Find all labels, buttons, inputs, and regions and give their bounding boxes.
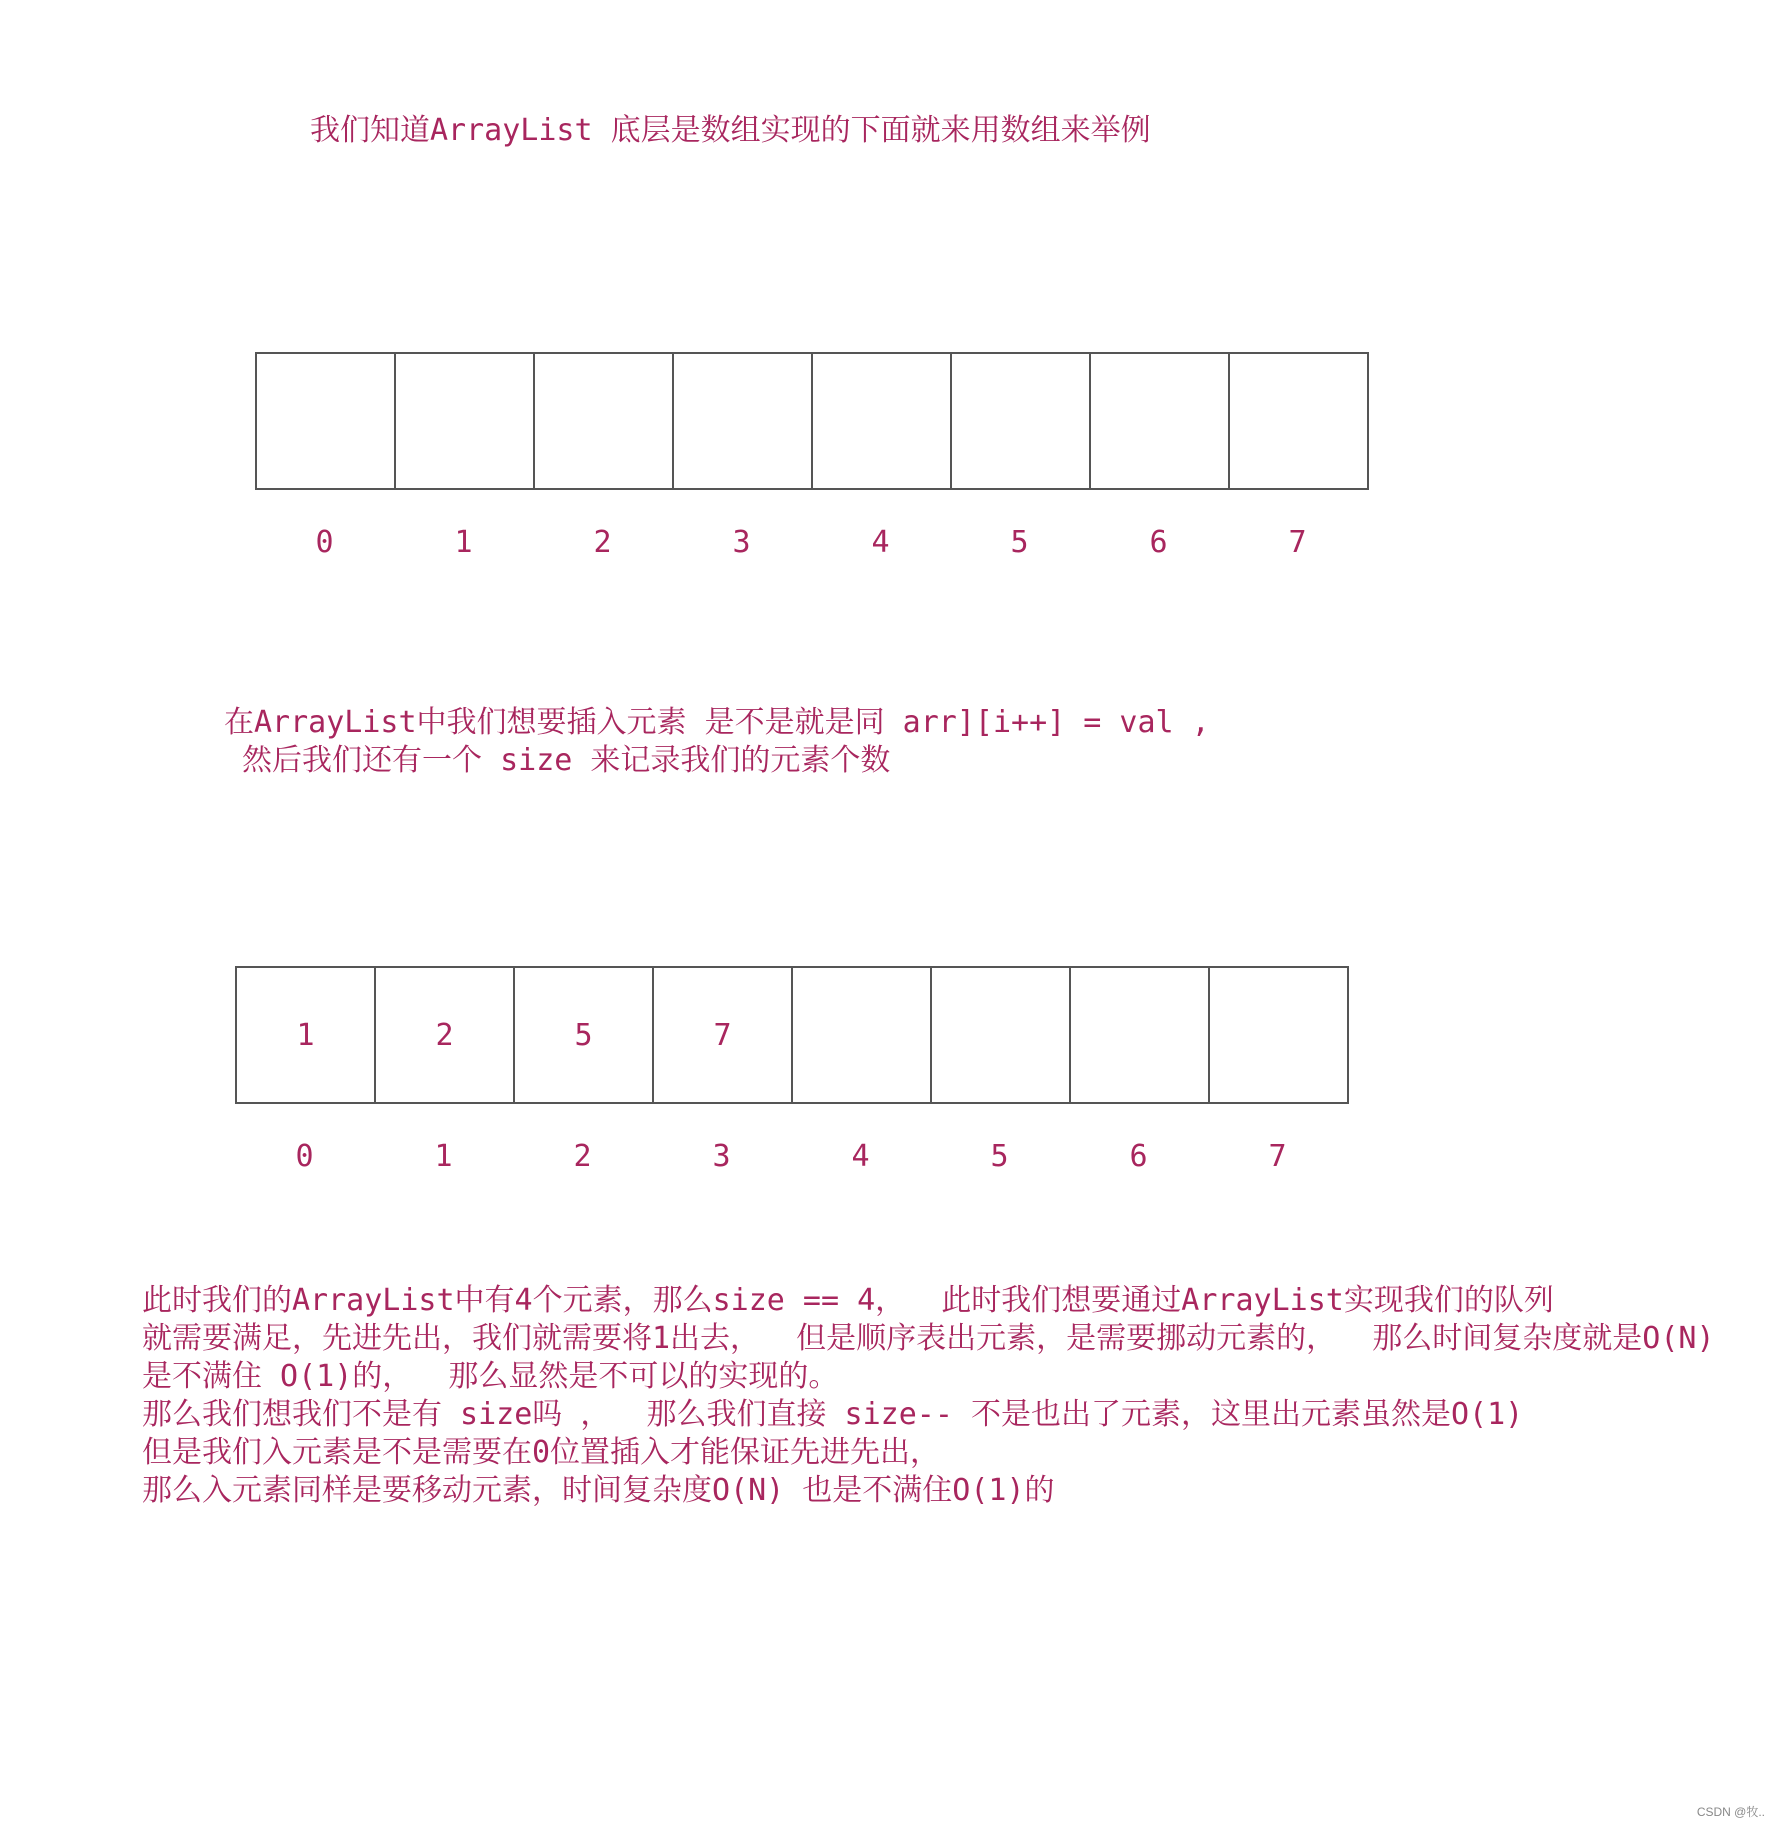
array-cell [1069,966,1210,1104]
array-indices-empty [255,525,1367,560]
array-cell: 1 [235,966,376,1104]
array-index: 4 [851,1139,870,1174]
array-index: 7 [1268,1139,1287,1174]
array-diagram-filled [235,966,1349,1104]
explanation-line: 是不满住 O(1)的， 那么显然是不可以的实现的。 [142,1359,839,1394]
watermark-text: CSDN @牧.. [1696,1805,1765,1819]
insert-description-line1: 在ArrayList中我们想要插入元素 是不是就是同 arr][i++] = val , [224,705,1210,740]
array-index: 7 [1288,525,1307,560]
array-cell [533,352,674,490]
explanation-block [142,1282,1715,1510]
insert-description-line2: 然后我们还有一个 size 来记录我们的元素个数 [224,743,891,778]
array-cell [394,352,535,490]
array-cell [672,352,813,490]
explanation-line: 但是我们入元素是不是需要在0位置插入才能保证先进先出， [142,1435,941,1470]
array-index: 0 [295,1139,314,1174]
array-index: 2 [573,1139,592,1174]
array-index: 6 [1129,1139,1148,1174]
array-cell: 7 [652,966,793,1104]
array-index: 5 [1010,525,1029,560]
array-index: 6 [1149,525,1168,560]
array-cell: 2 [374,966,515,1104]
array-cell [791,966,932,1104]
array-index: 5 [990,1139,1009,1174]
explanation-line: 此时我们的ArrayList中有4个元素，那么size == 4， 此时我们想要通过ArrayList实现我们的队列 [142,1283,1554,1318]
array-index: 3 [732,525,751,560]
array-index: 3 [712,1139,731,1174]
array-diagram-empty [255,352,1369,490]
explanation-line: 那么我们想我们不是有 size吗 ， 那么我们直接 size-- 不是也出了元素，这里出元素虽然是O(1) [142,1397,1524,1432]
array-cell: 5 [513,966,654,1104]
array-cell [811,352,952,490]
title-text: 我们知道ArrayList 底层是数组实现的下面就来用数组来举例 [310,113,1151,148]
array-cell [1089,352,1230,490]
array-index: 1 [454,525,473,560]
array-cell [1228,352,1369,490]
array-indices-filled [235,1139,1347,1174]
array-index: 4 [871,525,890,560]
array-cell [930,966,1071,1104]
array-index: 0 [315,525,334,560]
array-index: 2 [593,525,612,560]
array-cell [1208,966,1349,1104]
explanation-line: 就需要满足，先进先出，我们就需要将1出去， 但是顺序表出元素，是需要挪动元素的， 那么时间复杂度就是O(N) [142,1321,1715,1356]
explanation-line: 那么入元素同样是要移动元素，时间复杂度O(N) 也是不满住O(1)的 [142,1473,1055,1508]
array-cell [255,352,396,490]
array-cell [950,352,1091,490]
array-index: 1 [434,1139,453,1174]
